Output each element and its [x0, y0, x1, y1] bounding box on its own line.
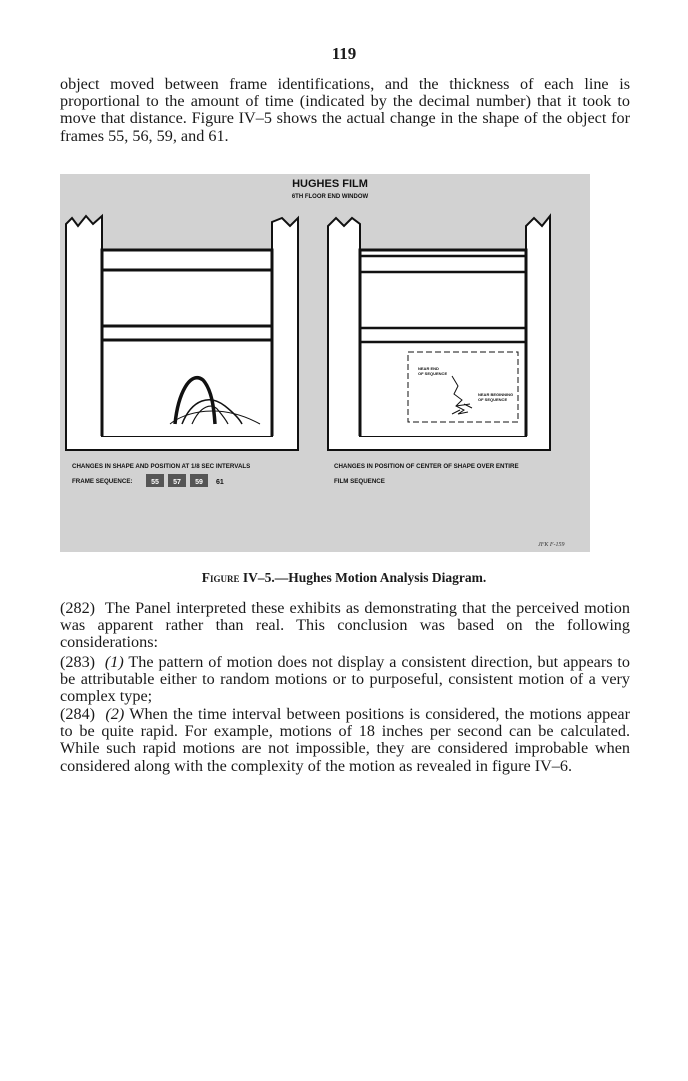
frame-number-57: 57 [173, 479, 181, 486]
frame-sequence-label: FRAME SEQUENCE: [72, 478, 133, 485]
page-number: 119 [331, 44, 357, 63]
near-beginning-label-1: NEAR BEGINNING [478, 392, 514, 397]
figure-caption-text: —Hughes Motion Analysis Diagram. [274, 570, 487, 585]
frame-number-55: 55 [151, 479, 159, 486]
paragraph-284 [60, 706, 630, 775]
paragraph-text: The pattern of motion does not display a consistent direction, but appears to be attributable either to random motions or to purposeful, consistent motion of a very complex type; [60, 653, 631, 706]
frame-number-59: 59 [195, 479, 203, 486]
near-end-label-2: OF SEQUENCE [418, 371, 448, 376]
item-number: (2) [105, 705, 125, 723]
near-beginning-label-2: OF SEQUENCE [478, 397, 508, 402]
near-end-label-1: NEAR END [418, 366, 439, 371]
right-window-diagram [328, 216, 550, 450]
paragraph-text: When the time interval between positions is considered, the motions appear to be quite rapid. For example, motions of 18 inches per second can be calculated. While such rapid motions are not impossible, they are considered improbable when considered along with the complexity of the motion as revealed in figure IV–6. [60, 705, 630, 775]
paragraph-282 [60, 600, 630, 652]
exhibit-mark: JFK F-159 [538, 542, 565, 548]
frame-number-61: 61 [216, 479, 224, 486]
figure-subtitle: 6TH FLOOR END WINDOW [291, 194, 369, 200]
paragraph-number: (283) [60, 653, 96, 671]
right-diagram-caption-2: FILM SEQUENCE [334, 478, 385, 485]
figure-caption-label: Figure IV–5. [201, 570, 275, 585]
right-diagram-caption: CHANGES IN POSITION OF CENTER OF SHAPE OVER ENTIRE [334, 463, 519, 470]
item-number: (1) [104, 653, 124, 671]
left-window-diagram [66, 216, 298, 450]
intro-paragraph: object moved between frame identifications, and the thickness of each line is proportional to the amount of time (indicated by the decimal number) that it took to move that distance. Figure IV–5 shows the actual change in the shape of the object for frames 55, 56, 59, and 61. [60, 75, 630, 145]
hughes-motion-figure [60, 174, 590, 552]
paragraph-text: The Panel interpreted these exhibits as demonstrating that the perceived motion was apparent rather than real. This conclusion was based on the following considerations: [60, 599, 630, 652]
paragraph-number: (284) [60, 705, 96, 723]
paragraph-283 [60, 654, 630, 706]
paragraph-number: (282) [60, 599, 96, 617]
figure-title: HUGHES FILM [292, 178, 368, 190]
figure-caption [0, 570, 688, 586]
left-diagram-caption: CHANGES IN SHAPE AND POSITION AT 1/8 SEC INTERVALS [72, 463, 251, 470]
